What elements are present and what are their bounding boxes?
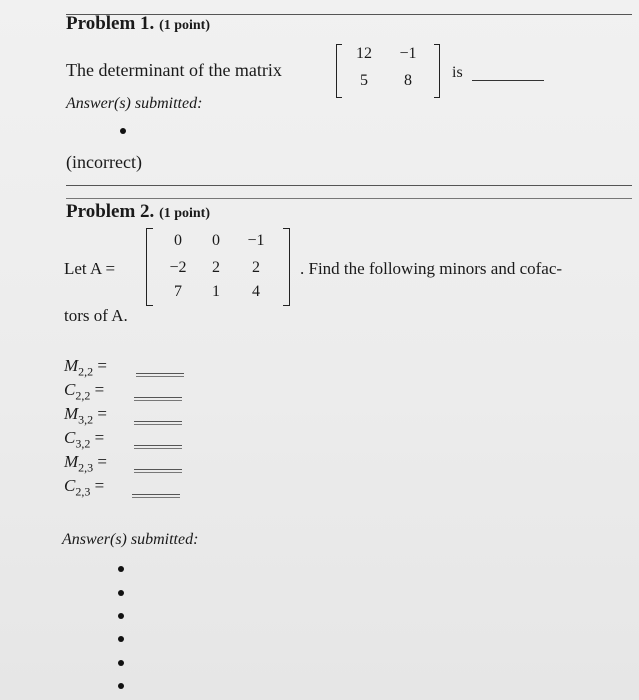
problem-1-heading <box>66 13 210 35</box>
cofactor-c32-label: $C_{3,2}$ = <box>64 428 105 451</box>
matrix-2-cell: 7 <box>174 283 182 300</box>
problem-2-instruction: . Find the following minors and cofac- <box>300 259 563 278</box>
matrix-2-cell: −1 <box>247 232 265 249</box>
matrix-2-left-bracket <box>146 228 153 306</box>
problem-1-status: (incorrect) <box>66 152 142 172</box>
matrix-1-left-bracket <box>336 44 342 98</box>
problem-2-answer-bullet <box>118 636 124 642</box>
cofactor-c23-label: $C_{2,3}$ = <box>64 476 105 499</box>
problem-1-question: The determinant of the matrix <box>66 60 282 80</box>
matrix-1-cell: −1 <box>399 45 417 62</box>
matrix-2-right-bracket <box>283 228 290 306</box>
matrix-2-cell: 2 <box>252 259 260 276</box>
matrix-2-cell: 0 <box>212 232 220 249</box>
problem-2-instruction-continued: tors of A. <box>64 306 128 325</box>
minor-m22-input[interactable] <box>136 373 184 374</box>
problem-2-answer-bullet <box>118 660 124 666</box>
problem-1-answers-label: Answer(s) submitted: <box>66 95 203 112</box>
problem-2-answer-bullet <box>118 613 124 619</box>
problem-1-points: (1 point) <box>159 18 211 33</box>
problem-divider <box>66 185 632 186</box>
problem-1-answer-blank[interactable] <box>472 80 544 81</box>
problem-2-answer-bullet <box>118 566 124 572</box>
problem-1-answer-bullet <box>120 128 126 134</box>
matrix-2-cell: 2 <box>212 259 220 276</box>
minor-m23-label: $M_{2,3}$ = <box>64 452 108 475</box>
minor-m32-input[interactable] <box>134 421 182 422</box>
minor-m22-label: $M_{2,2}$ = <box>64 356 108 379</box>
cofactor-c32-input[interactable] <box>134 445 182 446</box>
cofactor-c22-label: $C_{2,2}$ = <box>64 380 105 403</box>
matrix-1-cell: 5 <box>360 72 368 89</box>
problem-2-title: Problem 2. <box>66 201 155 222</box>
problem-2-answer-bullet <box>118 683 124 689</box>
matrix-1-cell: 12 <box>356 45 372 62</box>
matrix-1-right-bracket <box>434 44 440 98</box>
problem-2-points: (1 point) <box>159 206 211 221</box>
matrix-2-cell: −2 <box>169 259 187 276</box>
cofactor-c22-input[interactable] <box>134 397 182 398</box>
problem-2-let: Let A = <box>64 259 116 278</box>
problem-1-suffix: is <box>452 64 463 81</box>
problem-2-answer-bullet <box>118 590 124 596</box>
problem-divider-secondary <box>66 198 632 199</box>
matrix-2-cell: 4 <box>252 283 260 300</box>
minor-m23-input[interactable] <box>134 469 182 470</box>
cofactor-c23-input[interactable] <box>132 494 180 495</box>
matrix-2-cell: 0 <box>174 232 182 249</box>
problem-1-title: Problem 1. <box>66 13 155 34</box>
matrix-2-cell: 1 <box>212 283 220 300</box>
problem-2-answers-label: Answer(s) submitted: <box>62 531 199 548</box>
minor-m32-label: $M_{3,2}$ = <box>64 404 108 427</box>
matrix-1-cell: 8 <box>404 72 412 89</box>
problem-2-heading <box>66 201 210 223</box>
